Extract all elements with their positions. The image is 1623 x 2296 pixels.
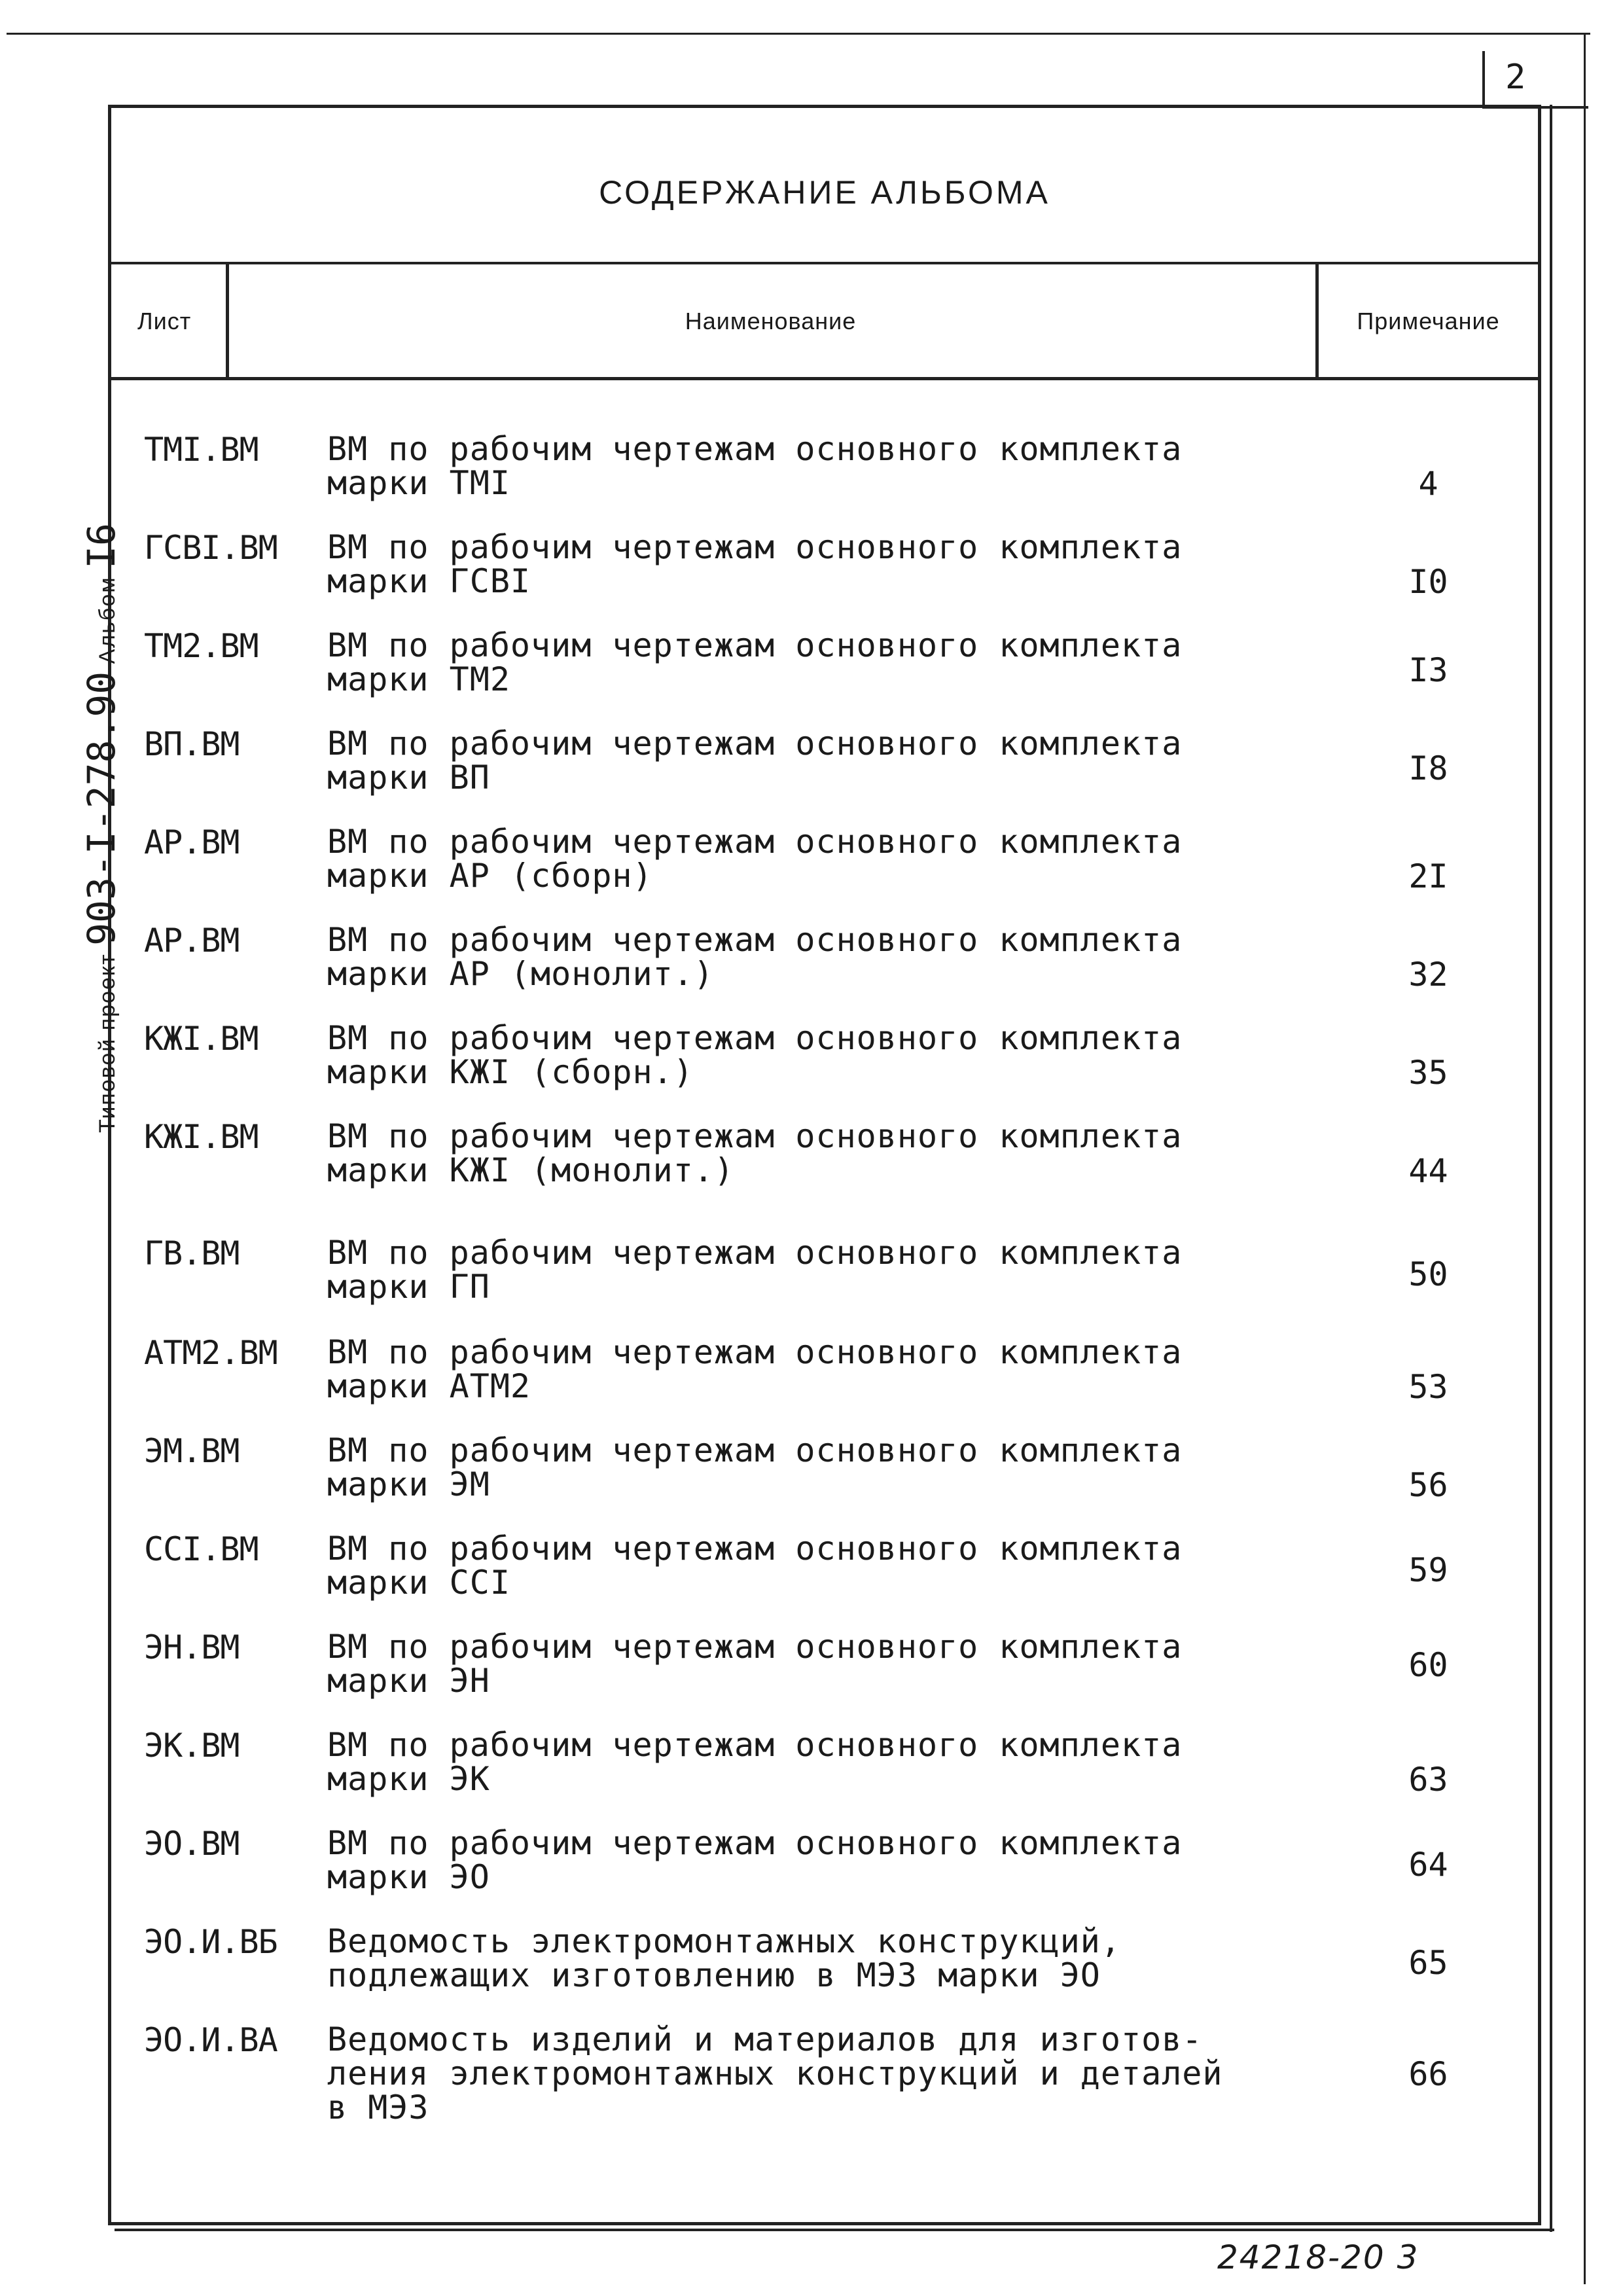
row-sheet-code: КЖI.ВМ [144, 1020, 259, 1058]
row-name: ВМ по рабочим чертежам основного комплекта марки КЖI (монолит.) [327, 1117, 1183, 1189]
row-note: 65 [1408, 1944, 1448, 1982]
side-label-album-word: Альбом [95, 576, 120, 664]
row-sheet-code: ЭК.ВМ [144, 1727, 240, 1765]
row-name: ВМ по рабочим чертежам основного комплекта марки ССI [327, 1530, 1183, 1602]
right-margin-line [1584, 33, 1586, 2284]
row-note: I8 [1408, 749, 1448, 787]
row-name: ВМ по рабочим чертежам основного комплекта марки ТМ2 [327, 626, 1183, 698]
archive-stamp: 24218-20 3 [1217, 2238, 1419, 2276]
page-number: 2 [1505, 58, 1526, 97]
header-bottom-rule [110, 377, 1539, 380]
header-name: Наименование [685, 308, 857, 334]
row-name: ВМ по рабочим чертежам основного комплекта марки АТМ2 [327, 1333, 1183, 1405]
row-note: 63 [1408, 1761, 1448, 1799]
row-note: 59 [1408, 1551, 1448, 1589]
row-name: Ведомость электромонтажных конструкций, подлежащих изготовлению в МЭЗ марки ЭО [327, 1922, 1121, 1994]
row-note: 56 [1408, 1466, 1448, 1504]
page-number-box [1482, 51, 1588, 109]
row-sheet-code: ЭО.И.ВБ [144, 1923, 277, 1961]
side-label [79, 523, 124, 1133]
row-note: 4 [1418, 465, 1438, 503]
row-sheet-code: АР.ВМ [144, 823, 240, 861]
header-note: Примечание [1357, 308, 1500, 334]
header-sheet: Лист [137, 308, 192, 334]
frame-bottom-edge [115, 2229, 1554, 2231]
row-sheet-code: ВП.ВМ [144, 725, 240, 763]
row-note: 35 [1408, 1054, 1448, 1092]
row-name: ВМ по рабочим чертежам основного комплекта марки АР (монолит.) [327, 921, 1183, 993]
row-name: ВМ по рабочим чертежам основного комплекта марки ЭО [327, 1824, 1183, 1896]
row-name: ВМ по рабочим чертежам основного комплекта марки ГСВI [327, 528, 1183, 600]
row-sheet-code: ТМ2.ВМ [144, 627, 259, 665]
frame-right-edge [1550, 105, 1552, 2232]
side-label-project: 903-I-278.90 [79, 671, 124, 946]
row-note: 44 [1408, 1152, 1448, 1190]
top-rule [7, 33, 1590, 35]
row-sheet-code: АР.ВМ [144, 922, 240, 960]
row-name: ВМ по рабочим чертежам основного комплекта марки ЭМ [327, 1431, 1183, 1503]
header-top-rule [110, 262, 1539, 264]
side-label-album-no: I6 [79, 523, 124, 569]
row-note: 60 [1408, 1646, 1448, 1684]
row-sheet-code: ГВ.ВМ [144, 1234, 240, 1272]
row-note: 32 [1408, 956, 1448, 994]
row-sheet-code: КЖI.ВМ [144, 1118, 259, 1156]
row-note: 2I [1408, 857, 1448, 895]
page-title: СОДЕРЖАНИЕ АЛЬБОМА [599, 174, 1050, 211]
row-name: ВМ по рабочим чертежам основного комплекта марки АР (сборн) [327, 823, 1183, 895]
row-sheet-code: ЭО.И.ВА [144, 2021, 277, 2059]
row-note: 64 [1408, 1846, 1448, 1884]
row-sheet-code: АТМ2.ВМ [144, 1334, 277, 1372]
row-sheet-code: ЭМ.ВМ [144, 1432, 240, 1470]
row-note: 53 [1408, 1368, 1448, 1406]
row-name: ВМ по рабочим чертежам основного комплекта марки ЭК [327, 1726, 1183, 1798]
row-sheet-code: ЭН.ВМ [144, 1628, 240, 1666]
row-note: I3 [1408, 651, 1448, 689]
row-name: ВМ по рабочим чертежам основного комплекта марки КЖI (сборн.) [327, 1019, 1183, 1091]
side-label-prefix: Типовой проект [95, 953, 120, 1133]
row-sheet-code: ССI.ВМ [144, 1530, 259, 1568]
row-name: ВМ по рабочим чертежам основного комплекта марки ВП [327, 725, 1183, 797]
row-name: ВМ по рабочим чертежам основного комплекта марки ЭН [327, 1628, 1183, 1700]
row-sheet-code: ГСВI.ВМ [144, 529, 277, 567]
row-name: Ведомость изделий и материалов для изготов- ления электромонтажных конструкций и деталей в МЭЗ [327, 2020, 1223, 2126]
row-sheet-code: TMI.BM [144, 431, 259, 469]
row-note: 50 [1408, 1255, 1448, 1293]
row-note: I0 [1408, 563, 1448, 601]
row-note: 66 [1408, 2055, 1448, 2093]
row-name: ВМ по рабочим чертежам основного комплекта марки ГП [327, 1234, 1183, 1306]
row-sheet-code: ЭО.ВМ [144, 1825, 240, 1863]
row-name: ВМ по рабочим чертежам основного комплекта марки ТМI [327, 430, 1183, 502]
